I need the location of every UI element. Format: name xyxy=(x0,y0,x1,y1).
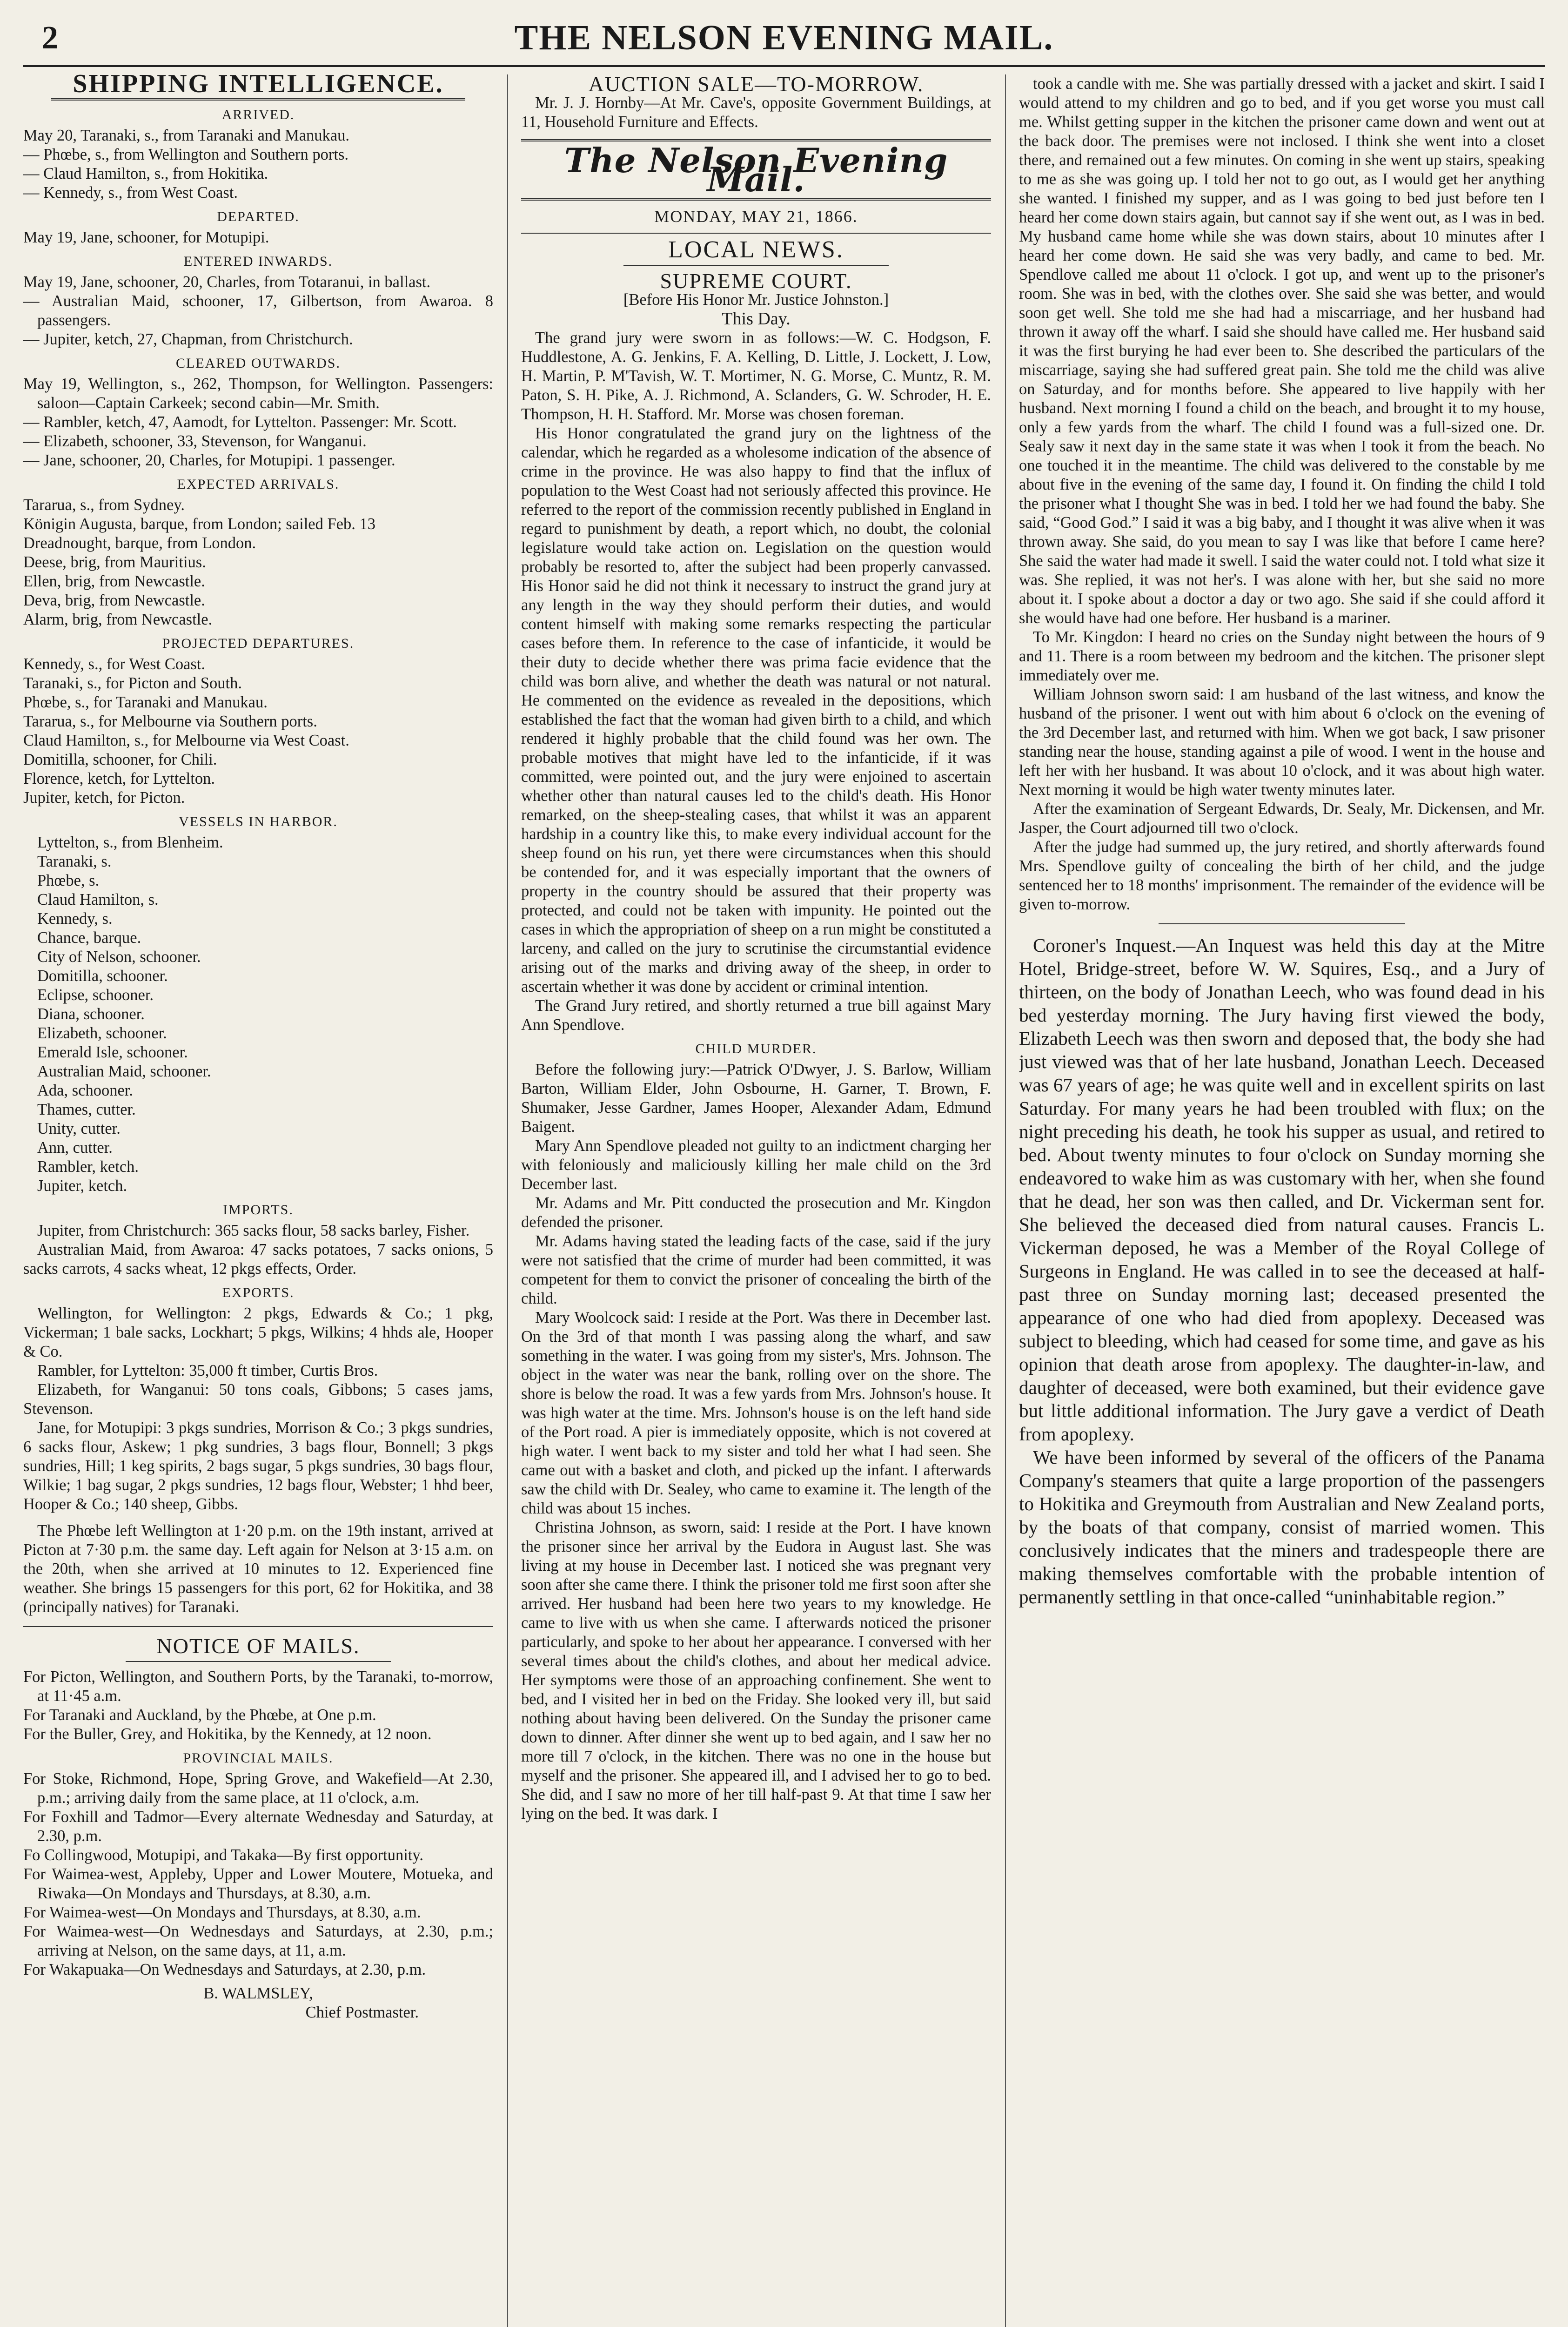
text-line: Rambler, ketch. xyxy=(37,1158,139,1176)
text-line: May 19, Jane, schooner, for Motupipi. xyxy=(23,229,269,246)
text-line: Kennedy, s., for West Coast. xyxy=(23,655,206,673)
local-news-heading: LOCAL NEWS. xyxy=(668,236,844,263)
court-day: This Day. xyxy=(722,309,791,329)
harbor-list xyxy=(23,833,493,1196)
text-line: For Foxhill and Tadmor—Every alternate Wednesday and Saturday, at 2.30, p.m. xyxy=(23,1808,493,1845)
postmaster-signature: B. WALMSLEY, xyxy=(203,1984,313,2002)
mails-heading: NOTICE OF MAILS. xyxy=(156,1634,360,1658)
text-line: took a candle with me. She was partially dressed with a jacket and skirt. I said I would attend to my children and go to bed, and if you get worse you must call me. Whilst getting supper in the kitchen the prisoner came down and went out at the back door. The premises were not inclosed. I think she went into a closet there, and remained out a few minutes. On coming in she went up stairs, speaking to me as she was going up. I told her not to go out, as I would get her anything she wanted. I finished my supper, and as I was going to bed just before ten I heard her come down stairs again, but cannot say if she went out, as I was in bed. My husband came home while she was down stairs, about 10 minutes after I heard her come down. He said she was very badly, and came to bed. Mr. Spendlove called me about 11 o'clock. I got up, and went up to the prisoner's room. She was in bed, with the clothes over. She said she was better, and would soon get well. She told me she had had a miscarriage, and her husband had thrown it away off the wharf. I said she should have called me. Her husband said it was the first burying he had ever been to. She described the particulars of the miscarriage, saying she had suffered great pain. She told me the child was alive on Saturday, and for months before. She appeared to live happily with her husband. Next morning I found a child on the beach, and brought it to my house, only a few yards from the wharf. The child I found was a full-sized one. Dr. Sealy saw it next day in the same state it was when I took it from the beach. No one touched it in the meantime. The child was delivered to the constable by me about five in the evening of the same day, I found it. On finding the child I told the prisoner what I thought She was in bed. I told her we had found the baby. She said, “Good God.” I said it was a big baby, and I thought it was alive when it was thrown away. She said, do you mean to say I was like that before I came here? She said the water had made it swell. I said the water could not. I told what size it was. She replied, it was not her's. I was alone with her, but she said no more about it. I spoke about a doctor a day or two ago. She said if she could afford it she would have had one before. Her husband is a mariner. xyxy=(1019,75,1545,627)
text-line: Jane, for Motupipi: 3 pkgs sundries, Morrison & Co.; 3 pkgs sundries, 6 sacks flour, Askew; 1 pkg sundries, 3 bags flour, Bonnell; 3 pkgs sundries, Hill; 1 keg spirits, 2 bags sugar, 5 pkgs sundries, 30 bags flour, Wilkie; 1 bag sugar, 2 pkgs sundries, 12 bags flour, Webster; 1 hhd beer, Hooper & Co.; 140 sheep, Gibbs. xyxy=(23,1419,493,1513)
projected-list xyxy=(23,655,493,807)
text-line: Claud Hamilton, s., for Melbourne via West Coast. xyxy=(23,732,349,749)
divider xyxy=(51,98,465,101)
court-before: [Before His Honor Mr. Justice Johnston.] xyxy=(623,291,889,309)
text-line: Königin Augusta, barque, from London; sailed Feb. 13 xyxy=(23,515,375,533)
text-line: For Waimea-west—On Wednesdays and Saturdays, at 2.30, p.m.; arriving at Nelson, on the same days, at 11, a.m. xyxy=(23,1923,493,1959)
text-line: Ann, cutter. xyxy=(37,1139,113,1157)
text-line: Kennedy, s. xyxy=(37,910,113,928)
page-number: 2 xyxy=(42,20,58,56)
text-line: Domitilla, schooner, for Chili. xyxy=(23,751,217,768)
text-line: Tararua, s., from Sydney. xyxy=(23,496,185,514)
entered-heading: ENTERED INWARDS. xyxy=(183,254,333,269)
exports-heading: EXPORTS. xyxy=(222,1285,295,1300)
text-line: Thames, cutter. xyxy=(37,1101,136,1118)
newspaper-page xyxy=(23,9,1545,2327)
column-rule xyxy=(507,74,508,2327)
text-line: His Honor congratulated the grand jury on the lightness of the calendar, which he regarded as a wholesome indication of the absence of crime in the province. He was also happy to find that the influx of population to the West Coast had not seriously affected this province. He referred to the report of the commission recently published in England in regard to punishment by death, a report which, no doubt, the colonial legislature would take action on. Legislation on the question would probably be resorted to, after the subject had been properly canvassed. His Honor said he did not think it necessary to instruct the grand jury at any length in the way they should perform their duties, and would content himself with making some remarks respecting the particular cases before them. In reference to the case of infanticide, it would be their duty to decide whether there was prima facie evidence that the child was born alive, and whether the death was natural or not natural. He commented on the evidence as revealed in the depositions, which established the fact that the woman had given birth to a child, and which rendered it highly probable that the child found was her own. The probable motives that might have led to the infanticide, if it was committed, were pointed out, and the jury were enjoined to ascertain whether other than natural causes led to the child's death. His Honor remarked, on the sheep-stealing cases, that whilst it was an apparent hardship in a country like this, to make every individual account for the sheep found on his run, yet there were circumstances when this should be contended for, and it was especially important that the owners of property in the country should be assured that their property was protected, and could not be taken with impunity. He pointed out the cases in which the appropriation of sheep on a run might be constituted a larceny, and called on the jury to scrutinise the circumstantial evidence arising out of the marks and driving away of the sheep, in order to ascertain whether it was done by accident or criminal intention. xyxy=(521,424,991,995)
text-line: Diana, schooner. xyxy=(37,1005,145,1023)
expected-list xyxy=(23,496,493,629)
provincial-list xyxy=(23,1769,493,1979)
local-items xyxy=(1019,934,1545,1608)
text-line: May 19, Wellington, s., 262, Thompson, for Wellington. Passengers: saloon—Captain Carkeek; second cabin—Mr. Smith. xyxy=(23,375,493,412)
entered-list xyxy=(23,273,493,349)
text-line: Elizabeth, for Wanganui: 50 tons coals, Gibbons; 5 cases jams, Stevenson. xyxy=(23,1381,493,1418)
text-line: Emerald Isle, schooner. xyxy=(37,1043,188,1061)
text-line: Elizabeth, schooner. xyxy=(37,1024,167,1042)
text-line: Mary Woolcock said: I reside at the Port. Was there in December last. On the 3rd of that month I was passing along the wharf, and saw something in the water. I was going from my sister's, Mrs. Johnson. The object in the water was near the bank, rolling over on the shore. The shore is below the road. It was a few yards from Mrs. Johnson's house. It was high water at the time. Mrs. Johnson's house is on the left hand side of the Port road. A pier is immediately opposite, which is not covered at high water. I went back to my sister and told her what I had seen. She came out with a basket and cloth, and picked up the infant. I afterwards saw the child with Dr. Sealey, who came to examine it. The length of the child was about 15 inches. xyxy=(521,1309,991,1517)
text-line: We have been informed by several of the officers of the Panama Company's steamers that quite a large proportion of the passengers to Hokitika and Greymouth from Australian and New Zealand ports, by the boats of that company, consist of married women. This conclusively indicates that the miners and tradespeople there are making themselves comfortable with the probable intention of permanently settling in that once-called “uninhabitable region.” xyxy=(1019,1446,1545,1607)
text-line: May 19, Jane, schooner, 20, Charles, from Totaranui, in ballast. xyxy=(23,273,431,291)
text-line: For Waimea-west, Appleby, Upper and Lower Moutere, Motueka, and Riwaka—On Mondays and Thursdays, at 8.30, a.m. xyxy=(23,1865,493,1902)
text-line: William Johnson sworn said: I am husband of the last witness, and know the husband of the prisoner. I went out with him about 6 o'clock on the evening of the 3rd December last, and returned with him. When we got back, I saw prisoner standing near the house, standing against a pile of wood. I went in the house and left her with her husband. It was about 10 o'clock, and it was about high water. Next morning it would be high water twenty minutes later. xyxy=(1019,686,1545,799)
imports-list xyxy=(23,1221,493,1278)
column-3 xyxy=(1019,74,1545,2327)
text-line: For Taranaki and Auckland, by the Phœbe, at One p.m. xyxy=(23,1706,376,1724)
text-line: City of Nelson, schooner. xyxy=(37,948,201,966)
divider xyxy=(521,233,991,234)
text-line: Eclipse, schooner. xyxy=(37,986,154,1004)
auction-text: Mr. J. J. Hornby—At Mr. Cave's, opposite Government Buildings, at 11, Household Furniture and Effects. xyxy=(521,94,991,131)
text-line: Taranaki, s. xyxy=(37,853,112,870)
text-line: — Jane, schooner, 20, Charles, for Motupipi. 1 passenger. xyxy=(23,451,395,469)
text-line: May 20, Taranaki, s., from Taranaki and Manukau. xyxy=(23,127,349,144)
text-line: Before the following jury:—Patrick O'Dwyer, J. S. Barlow, William Barton, William Elder, John Osbourne, H. Garner, T. Brown, F. Shumaker, Jesse Gardner, James Hooper, Alexander Adam, Edmund Baigent. xyxy=(521,1061,991,1136)
child-murder-heading: CHILD MURDER. xyxy=(695,1041,817,1056)
dateline: MONDAY, MAY 21, 1866. xyxy=(654,207,858,226)
divider xyxy=(23,1626,493,1627)
text-line: After the examination of Sergeant Edwards, Dr. Sealy, Mr. Dickensen, and Mr. Jasper, the Court adjourned till two o'clock. xyxy=(1019,800,1545,837)
text-line: — Rambler, ketch, 47, Aamodt, for Lyttelton. Passenger: Mr. Scott. xyxy=(23,413,457,431)
column-1 xyxy=(23,74,493,2327)
mails-list xyxy=(23,1668,493,1744)
text-line: Phœbe, s. xyxy=(37,872,100,889)
departed-heading: DEPARTED. xyxy=(217,209,300,224)
text-line: Phœbe, s., for Taranaki and Manukau. xyxy=(23,693,268,711)
text-line: Chance, barque. xyxy=(37,929,141,947)
text-line: The Grand Jury retired, and shortly returned a true bill against Mary Ann Spendlove. xyxy=(521,997,991,1034)
text-line: Fo Collingwood, Motupipi, and Takaka—By first opportunity. xyxy=(23,1846,424,1864)
text-line: Lyttelton, s., from Blenheim. xyxy=(37,834,223,851)
text-line: — Jupiter, ketch, 27, Chapman, from Christchurch. xyxy=(23,330,353,348)
expected-heading: EXPECTED ARRIVALS. xyxy=(177,477,340,492)
text-line: — Claud Hamilton, s., from Hokitika. xyxy=(23,165,268,182)
text-line: Rambler, for Lyttelton: 35,000 ft timber, Curtis Bros. xyxy=(37,1362,378,1379)
text-line: Deese, brig, from Mauritius. xyxy=(23,553,206,571)
arrived-list xyxy=(23,126,493,202)
auction-heading: AUCTION SALE—TO-MORROW. xyxy=(588,74,924,96)
text-line: For Picton, Wellington, and Southern Ports, by the Taranaki, to-morrow, at 11·45 a.m. xyxy=(23,1668,493,1705)
paper-name: The Nelson Evening Mail. xyxy=(564,141,948,199)
cleared-list xyxy=(23,375,493,470)
text-line: Wellington, for Wellington: 2 pkgs, Edwards & Co.; 1 pkg, Vickerman; 1 bale sacks, Lockhart; 5 pkgs, Wilkins; 4 hhds ale, Hooper & Co. xyxy=(23,1305,493,1360)
text-line: Australian Maid, schooner. xyxy=(37,1063,211,1080)
departed-list xyxy=(23,228,493,247)
masthead-title: THE NELSON EVENING MAIL. xyxy=(514,18,1054,57)
projected-heading: PROJECTED DEPARTURES. xyxy=(162,636,355,651)
text-line: Coroner's Inquest.—An Inquest was held this day at the Mitre Hotel, Bridge-street, before W. W. Squires, Esq., and a Jury of thirteen, on the body of Jonathan Leech, who was found dead in his bed yesterday morning. The Jury having first viewed the body, Elizabeth Leech was then sworn and deposed that, the body she had just viewed was that of her late husband, Jonathan Leech. Deceased was 67 years of age; he was quite well and in excellent spirits on last Saturday. For many years he had been troubled with flux; on the night preceding his death, he took his supper as usual, and retired to bed. About twenty minutes to four o'clock on Sunday morning she endeavored to wake him as was customary with her, when she found that he dead, her son was then called, and Dr. Vickerman sent for. She believed the deceased died from natural causes. Francis L. Vickerman deposed, he was a Member of the Royal College of Surgeons in England. He was called in to see the deceased at half-past three on Sunday morning last; deceased presented the appearance of one who had died from apoplexy. Deceased was subject to bleeding, which had ceased for some time, and gave as his opinion that death arose from apoplexy. The daughter-in-law, and daughter of deceased, were both examined, but their evidence gave but little additional information. The Jury gave a verdict of Death from apoplexy. xyxy=(1019,935,1545,1445)
imports-heading: IMPORTS. xyxy=(223,1202,294,1217)
text-line: Taranaki, s., for Picton and South. xyxy=(23,674,242,692)
provincial-heading: PROVINCIAL MAILS. xyxy=(183,1750,334,1766)
child-paragraphs xyxy=(521,1060,991,1823)
text-line: Jupiter, ketch, for Picton. xyxy=(23,789,185,807)
masthead xyxy=(23,9,1545,67)
text-line: — Kennedy, s., from West Coast. xyxy=(23,184,238,202)
trial-continued xyxy=(1019,74,1545,914)
text-line: Florence, ketch, for Lyttelton. xyxy=(23,770,215,787)
text-line: — Elizabeth, schooner, 33, Stevenson, for Wanganui. xyxy=(23,432,367,450)
divider xyxy=(1159,923,1405,924)
postmaster-title: Chief Postmaster. xyxy=(305,2004,419,2021)
court-heading: SUPREME COURT. xyxy=(660,269,852,293)
divider xyxy=(623,265,889,266)
column-rule xyxy=(1005,74,1006,2327)
text-line: Dreadnought, barque, from London. xyxy=(23,534,256,552)
text-line: Christina Johnson, as sworn, said: I reside at the Port. I have known the prisoner since her arrival by the Eudora in August last. She was living at my house in December last. I noticed she was pregnant very soon after she came there. I think the prisoner told me first soon after she arrived. Her husband had been here two years to my knowledge. He came to live with us when she came. I afterwards noticed the prisoner particularly, and spoke to her about her appearance. I conversed with her several times about the child's clothes, and about her medical advice. Her symptoms were those of an approaching confinement. She went to bed, and I visited her in bed on the Friday. She looked very ill, but said nothing about having been delivered. On the Sunday the prisoner came down to dinner. After dinner she went up to bed again, and I saw her no more till 7 o'clock, in the kitchen. There was no one in the house but myself and the prisoner. She appeared ill, and I advised her to go to bed. She did, and I saw no more of her till half-past 9. At that time I saw her lying on the bed. It was dark. I xyxy=(521,1519,991,1823)
text-line: Mr. Adams having stated the leading facts of the case, said if the jury were not satisfied that the crime of murder had been committed, it was competent for them to convict the prisoner of concealing the birth of the child. xyxy=(521,1232,991,1307)
text-line: Mary Ann Spendlove pleaded not guilty to an indictment charging her with feloniously and maliciously killing her male child on the 3rd December last. xyxy=(521,1137,991,1193)
exports-list xyxy=(23,1304,493,1514)
text-line: Deva, brig, from Newcastle. xyxy=(23,592,205,609)
text-line: Australian Maid, from Awaroa: 47 sacks potatoes, 7 sacks onions, 5 sacks carrots, 4 sacks wheat, 12 pkgs effects, Order. xyxy=(23,1241,493,1278)
text-line: Claud Hamilton, s. xyxy=(37,891,159,908)
text-line: For Stoke, Richmond, Hope, Spring Grove, and Wakefield—At 2.30, p.m.; arriving daily from the same place, at 11 o'clock, a.m. xyxy=(23,1770,493,1807)
divider xyxy=(126,1661,391,1662)
court-paragraphs xyxy=(521,329,991,1035)
shipping-heading: SHIPPING INTELLIGENCE. xyxy=(73,74,444,98)
text-line: Mr. Adams and Mr. Pitt conducted the prosecution and Mr. Kingdon defended the prisoner. xyxy=(521,1194,991,1231)
text-line: Ellen, brig, from Newcastle. xyxy=(23,572,205,590)
text-line: Jupiter, ketch. xyxy=(37,1177,127,1195)
text-line: Alarm, brig, from Newcastle. xyxy=(23,611,213,628)
text-line: For the Buller, Grey, and Hokitika, by the Kennedy, at 12 noon. xyxy=(23,1725,432,1743)
text-line: After the judge had summed up, the jury retired, and shortly afterwards found Mrs. Spendlove guilty of concealing the birth of her child, and the judge sentenced her to 18 months' imprisonment. The remainder of the evidence will be given to-morrow. xyxy=(1019,838,1545,913)
text-line: Tararua, s., for Melbourne via Southern ports. xyxy=(23,713,317,730)
shipping-note: The Phœbe left Wellington at 1·20 p.m. on the 19th instant, arrived at Picton at 7·30 p.m. the same day. Left again for Nelson at 3·15 a.m. on the 20th, when she arrived at 10 minutes to 12. Experienced fine weather. She brings 15 passengers for this port, 62 for Hokitika, and 38 (principally natives) for Taranaki. xyxy=(23,1522,493,1616)
text-line: To Mr. Kingdon: I heard no cries on the Sunday night between the hours of 9 and 11. There is a room between my bedroom and the kitchen. The prisoner slept immediately over me. xyxy=(1019,628,1545,684)
spacer xyxy=(23,1514,493,1521)
column-2 xyxy=(521,74,991,2327)
text-line: Ada, schooner. xyxy=(37,1082,133,1099)
text-line: Jupiter, from Christchurch: 365 sacks flour, 58 sacks barley, Fisher. xyxy=(37,1222,470,1239)
text-line: — Australian Maid, schooner, 17, Gilbertson, from Awaroa. 8 passengers. xyxy=(23,292,493,329)
cleared-heading: CLEARED OUTWARDS. xyxy=(176,356,341,371)
harbor-heading: VESSELS IN HARBOR. xyxy=(179,814,338,829)
text-line: Unity, cutter. xyxy=(37,1120,121,1137)
text-line: Domitilla, schooner. xyxy=(37,967,168,985)
arrived-heading: ARRIVED. xyxy=(221,107,295,122)
text-line: For Wakapuaka—On Wednesdays and Saturdays, at 2.30, p.m. xyxy=(23,1961,426,1978)
text-line: For Waimea-west—On Mondays and Thursdays, at 8.30, a.m. xyxy=(23,1903,421,1921)
text-line: — Phœbe, s., from Wellington and Southern ports. xyxy=(23,146,348,163)
text-line: The grand jury were sworn in as follows:—W. C. Hodgson, F. Huddlestone, A. G. Jenkins, F. A. Kelling, D. Little, J. Lockett, J. Low, H. Martin, P. M'Tavish, W. T. Mortimer, N. G. Morse, C. Muntz, R. M. Paton, S. H. Pike, A. J. Richmond, A. Sclanders, G. W. Schroder, H. E. Thompson, H. H. Stafford. Mr. Morse was chosen foreman. xyxy=(521,329,991,423)
